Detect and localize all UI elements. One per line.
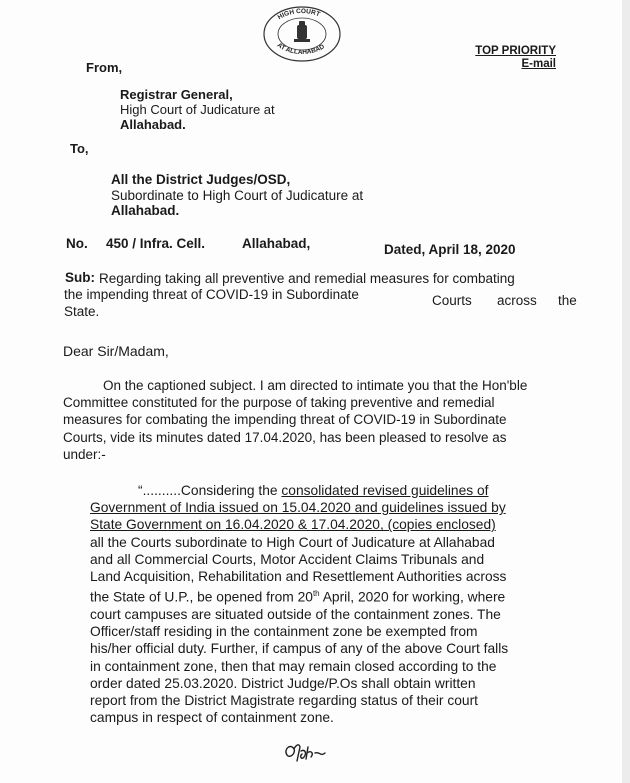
subject-line-2: the impending threat of COVID-19 in Subordinate <box>64 287 359 302</box>
quote-line: all the Courts subordinate to High Court of Judicature at Allahabad <box>90 534 495 550</box>
subject-line-2-courts: Courts <box>432 293 472 308</box>
handwritten-initials-icon <box>281 741 331 765</box>
subject-line-3: State. <box>64 304 100 319</box>
quote-text: the State of U.P., be opened from 20 <box>90 589 313 605</box>
ref-number: 450 / Infra. Cell. <box>106 236 206 251</box>
sender-org: High Court of Judicature at <box>120 102 275 117</box>
sender-title: Registrar General, <box>120 87 233 102</box>
subject-label: Sub: <box>65 270 95 285</box>
sender-city: Allahabad. <box>120 117 186 132</box>
high-court-seal-icon <box>262 5 342 63</box>
body-paragraph <box>63 377 575 463</box>
priority-block <box>460 45 556 71</box>
recipient-city: Allahabad. <box>111 203 180 218</box>
quote-line: order dated 25.03.2020. District Judge/P.Os shall obtain written <box>90 675 476 691</box>
top-priority-label: TOP PRIORITY <box>475 45 556 57</box>
quote-line <box>90 585 508 606</box>
seal-top-text: HIGH COURT <box>276 7 321 22</box>
recipient-org: Subordinate to High Court of Judicature at <box>111 187 364 203</box>
quote-line: and all Commercial Courts, Motor Accident Claims Tribunals and <box>90 551 485 567</box>
paragraph-line: Courts, vide its minutes dated 17.04.2020, has been pleased to resolve as <box>63 429 507 445</box>
page-edge <box>622 0 630 783</box>
quote-line: his/her official duty. Further, if campus of any of the above Court falls <box>90 641 509 657</box>
quote-opening: “..........Considering the <box>138 483 282 498</box>
paragraph-line: Committee constituted for the purpose of taking preventive and remedial <box>63 395 495 411</box>
recipient-block <box>111 172 363 219</box>
quote-line: Land Acquisition, Rehabilitation and Resettlement Authorities across <box>90 569 507 585</box>
quoted-resolution <box>90 482 508 726</box>
ref-no-label: No. <box>66 236 88 251</box>
paragraph-line: under:- <box>63 446 106 462</box>
to-label: To, <box>70 141 89 156</box>
subject-line-2-the: the <box>558 293 577 308</box>
subject-line-1: Regarding taking all preventive and remedial measures for combating <box>99 271 515 286</box>
quote-underlined-text: consolidated revised guidelines of <box>281 483 489 498</box>
seal-bottom-text: AT ALLAHABAD <box>275 41 326 57</box>
quote-line: State Government on 16.04.2020 & 17.04.2020, (copies enclosed) <box>90 517 496 533</box>
ref-place: Allahabad, <box>242 236 311 251</box>
quote-line: Government of India issued on 15.04.2020 and guidelines issued by <box>90 500 506 516</box>
quote-superscript: th <box>312 589 320 599</box>
email-label: E-mail <box>521 58 556 70</box>
quote-line <box>90 482 508 499</box>
sender-block <box>120 87 275 132</box>
quote-line: in containment zone, then that may remain closed according to the <box>90 658 497 674</box>
from-label: From, <box>86 60 123 75</box>
salutation: Dear Sir/Madam, <box>63 343 169 359</box>
quote-text: April, 2020 for working, where <box>319 589 506 605</box>
quote-line: court campuses are situated outside of the containment zones. The <box>90 607 501 623</box>
paragraph-line: On the captioned subject. I am directed to intimate you that the Hon'ble <box>103 378 528 393</box>
subject-line-2-across: across <box>497 293 537 308</box>
quote-line: report from the District Magistrate regarding status of their court <box>90 693 478 709</box>
quote-line: Officer/staff residing in the containment zone be exempted from <box>90 624 478 640</box>
recipient-title: All the District Judges/OSD, <box>111 172 291 187</box>
quote-line: campus in respect of containment zone. <box>90 710 334 726</box>
ref-date: Dated, April 18, 2020 <box>384 242 516 257</box>
paragraph-line: measures for combating the impending threat of COVID-19 in Subordinate <box>63 412 507 428</box>
